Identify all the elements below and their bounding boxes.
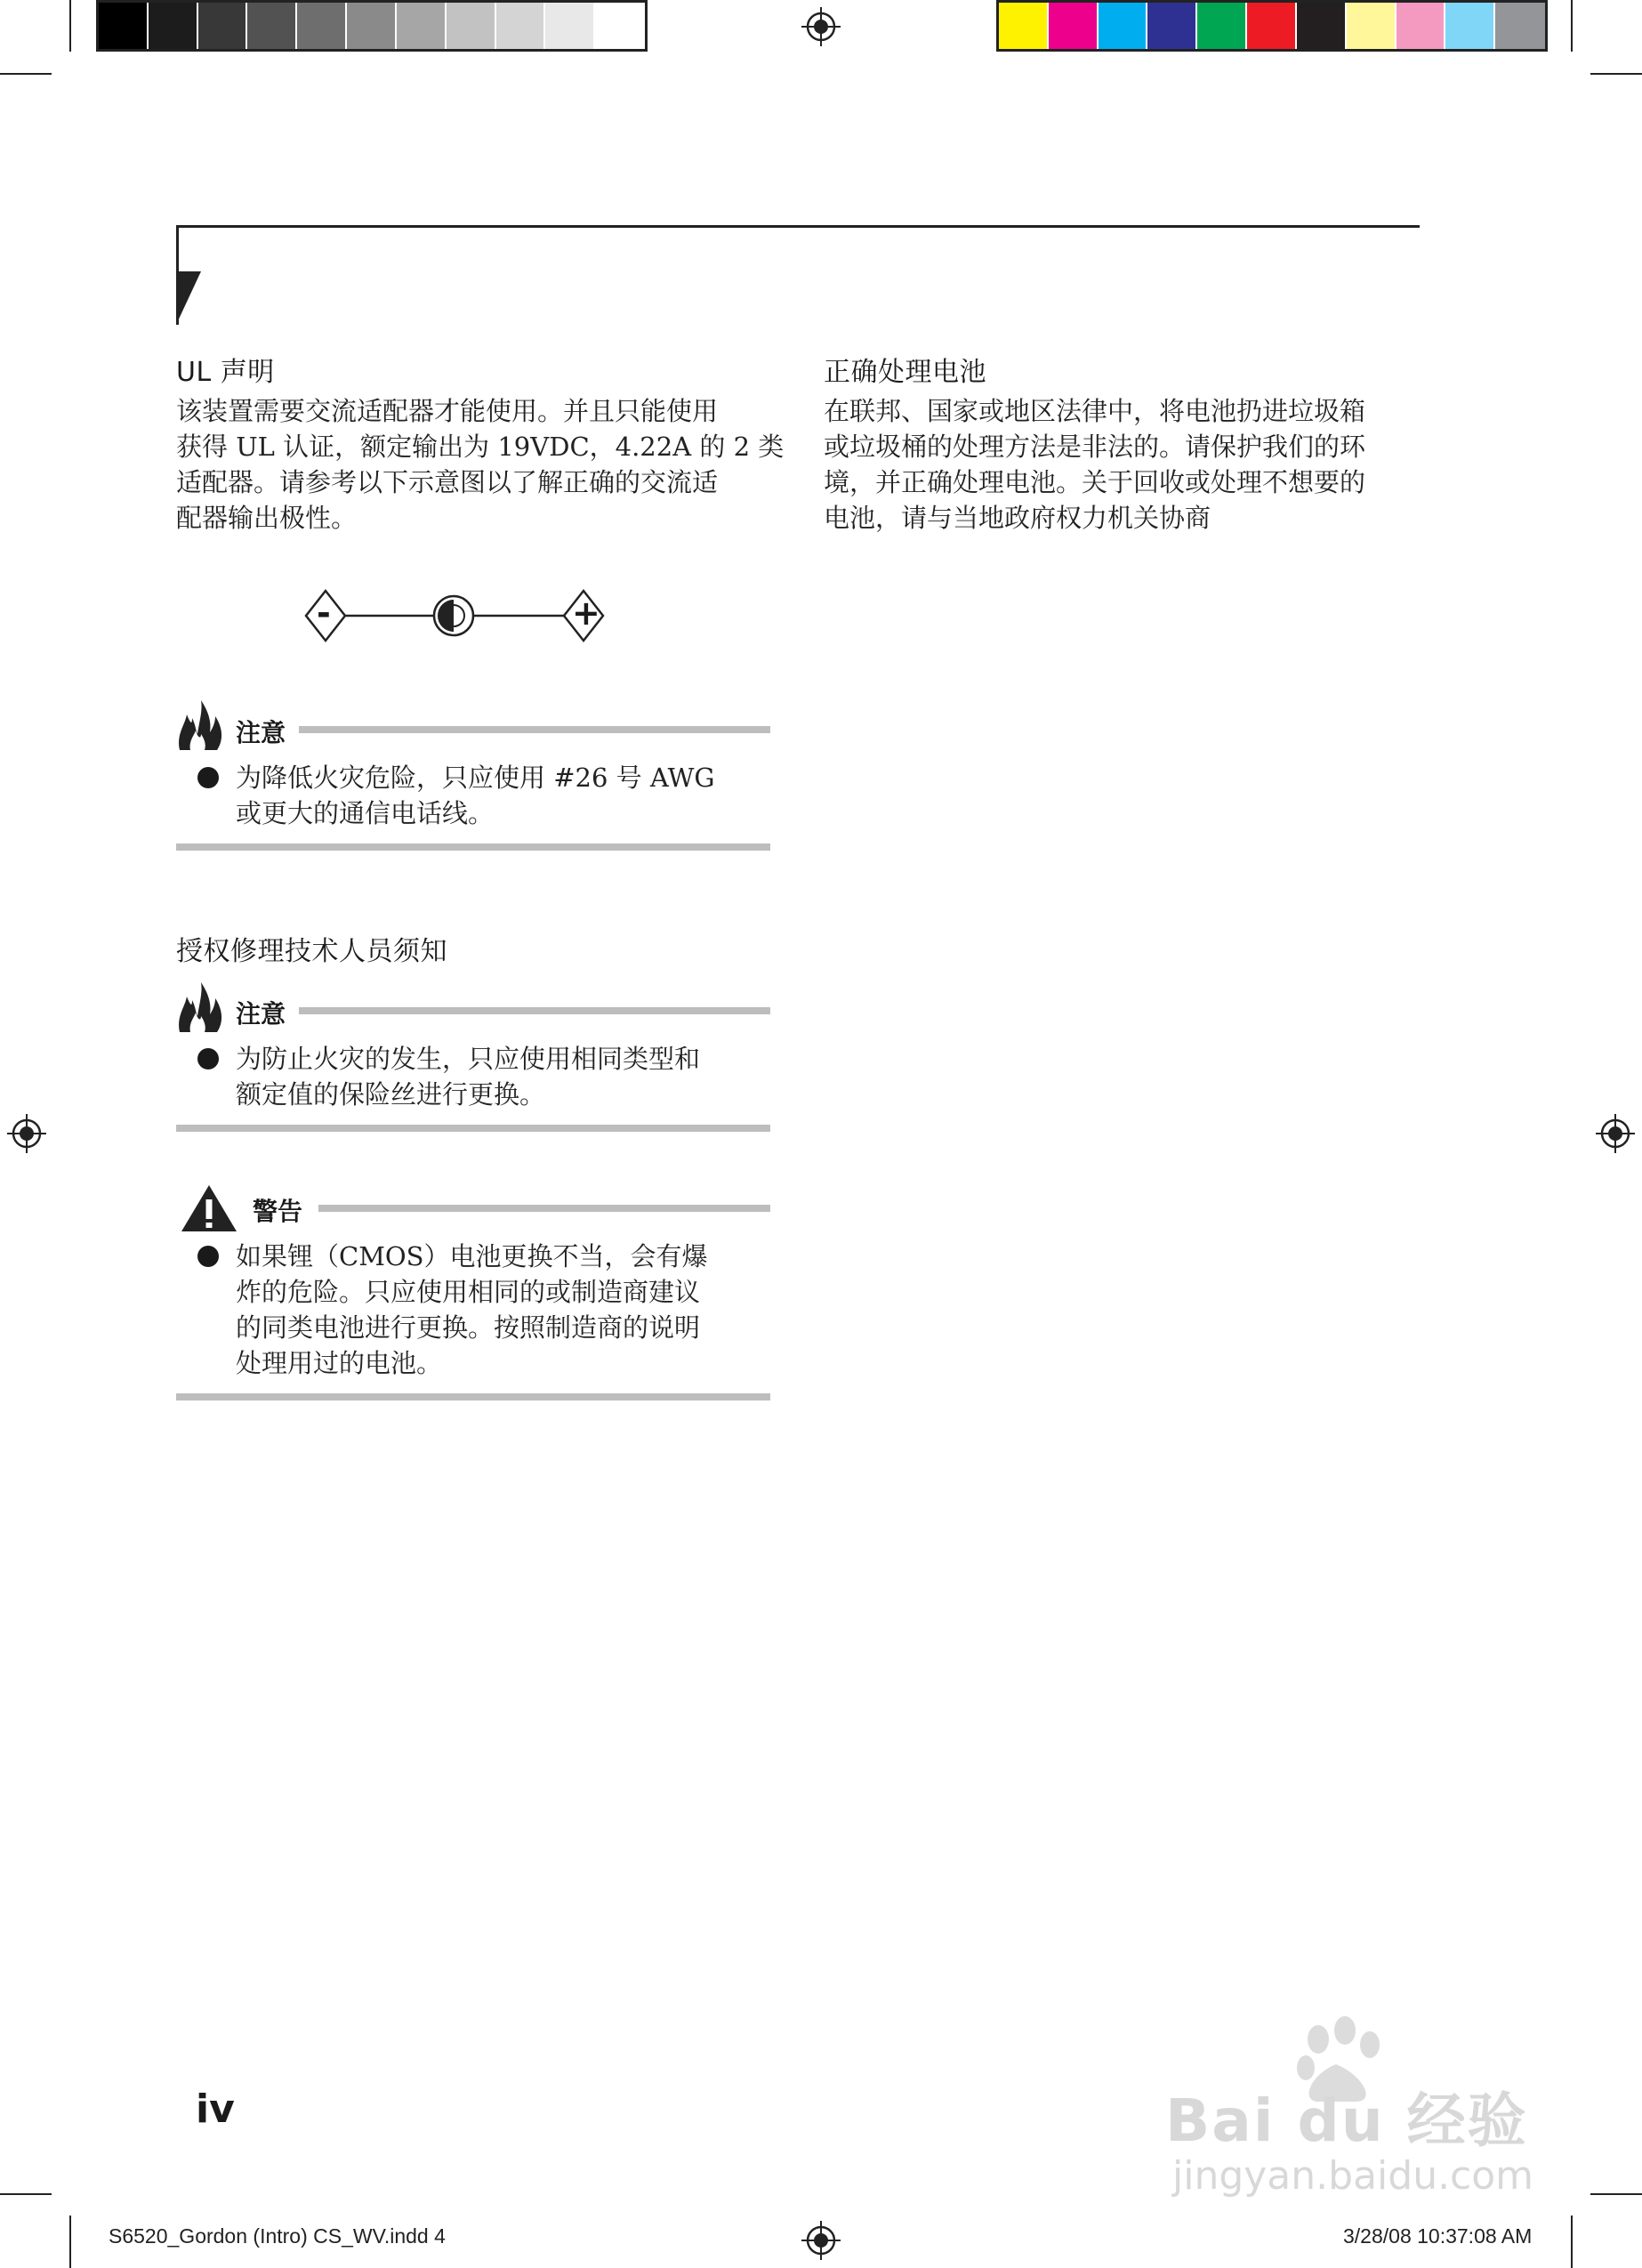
grayscale-bar (96, 0, 648, 52)
battery-line: 电池，请与当地政府权力机关协商 (824, 503, 1211, 533)
warning-line: 处理用过的电池。 (236, 1348, 443, 1378)
registration-mark-icon (801, 7, 841, 46)
registration-mark-icon (7, 1114, 46, 1153)
caution-rule (299, 726, 770, 733)
ul-line: 适配器。请参考以下示意图以了解正确的交流适 (176, 467, 719, 497)
color-swatch (397, 3, 447, 49)
color-swatch (1297, 3, 1347, 49)
caution-line: 为降低火灾危险，只应使用 #26 号 AWG (236, 763, 715, 793)
color-swatch (1247, 3, 1297, 49)
color-swatch (149, 3, 198, 49)
warning-line: 的同类电池进行更换。按照制造商的说明 (236, 1312, 701, 1343)
fire-caution-icon (176, 981, 224, 1034)
color-swatch (1197, 3, 1247, 49)
crop-mark (1590, 73, 1642, 75)
color-swatch (1495, 3, 1545, 49)
caution-bottom-rule (176, 1125, 770, 1132)
crop-mark (0, 2193, 52, 2195)
warning-label: 警告 (253, 1197, 303, 1226)
crop-mark (1590, 2193, 1642, 2195)
footer-timestamp: 3/28/08 10:37:08 AM (1343, 2224, 1533, 2248)
registration-mark-icon (801, 2221, 841, 2260)
caution-text (236, 760, 715, 831)
color-swatch (1147, 3, 1197, 49)
warning-triangle-icon (180, 1183, 238, 1233)
page-number: iv (196, 2086, 235, 2132)
crop-mark (1571, 0, 1573, 52)
fire-caution-icon (176, 698, 224, 752)
crop-mark (69, 0, 71, 52)
bullet-dot (197, 767, 219, 788)
warning-bottom-rule (176, 1393, 770, 1400)
color-bar (996, 0, 1548, 52)
polarity-diagram (302, 585, 605, 646)
caution-text (236, 1041, 700, 1112)
color-swatch (347, 3, 397, 49)
caution-label: 注意 (236, 718, 286, 747)
caution-label: 注意 (236, 999, 286, 1029)
registration-mark-icon (1596, 1114, 1635, 1153)
battery-heading: 正确处理电池 (824, 357, 986, 388)
color-swatch (1397, 3, 1446, 49)
color-swatch (496, 3, 546, 49)
color-swatch (1049, 3, 1099, 49)
polarity-plus: + (572, 593, 600, 633)
watermark-url: jingyan.baidu.com (1172, 2153, 1534, 2199)
color-swatch (1099, 3, 1148, 49)
bullet-dot (197, 1048, 219, 1069)
color-swatch (999, 3, 1049, 49)
polarity-minus: - (317, 593, 331, 633)
battery-line: 境，并正确处理电池。关于回收或处理不想要的 (824, 467, 1366, 497)
battery-paragraph (824, 393, 1420, 536)
color-swatch (595, 3, 645, 49)
warning-line: 炸的危险。只应使用相同的或制造商建议 (236, 1277, 701, 1307)
bullet-dot (197, 1246, 219, 1267)
watermark-brand: Bai du 经验 (1165, 2086, 1528, 2155)
warning-text (236, 1239, 708, 1381)
crop-mark (69, 2216, 71, 2268)
crop-mark (1571, 2216, 1573, 2268)
caution-line: 为防止火灾的发生，只应使用相同类型和 (236, 1044, 701, 1074)
warning-rule (318, 1205, 770, 1212)
service-heading: 授权修理技术人员须知 (176, 936, 447, 967)
caution-line: 额定值的保险丝进行更换。 (236, 1079, 546, 1110)
color-swatch (1445, 3, 1495, 49)
ul-line: 获得 UL 认证，额定输出为 19VDC，4.22A 的 2 类 (176, 432, 785, 462)
color-swatch (198, 3, 248, 49)
color-swatch (297, 3, 347, 49)
ul-line: 配器输出极性。 (176, 503, 358, 533)
header-corner-marker (176, 225, 203, 325)
caution-rule (299, 1007, 770, 1014)
ul-line: 该装置需要交流适配器才能使用。并且只能使用 (176, 396, 719, 426)
footer-filename: S6520_Gordon (Intro) CS_WV.indd 4 (109, 2224, 446, 2248)
color-swatch (247, 3, 297, 49)
color-swatch (1347, 3, 1397, 49)
battery-line: 在联邦、国家或地区法律中，将电池扔进垃圾箱 (824, 396, 1366, 426)
color-swatch (447, 3, 496, 49)
ul-heading: UL 声明 (176, 357, 275, 388)
caution-line: 或更大的通信电话线。 (236, 798, 495, 828)
color-swatch (99, 3, 149, 49)
color-swatch (545, 3, 595, 49)
ul-paragraph (176, 393, 785, 536)
caution-bottom-rule (176, 843, 770, 851)
crop-mark (0, 73, 52, 75)
header-rule (176, 225, 1420, 228)
warning-line: 如果锂（CMOS）电池更换不当，会有爆 (236, 1241, 708, 1271)
battery-line: 或垃圾桶的处理方法是非法的。请保护我们的环 (824, 432, 1366, 462)
